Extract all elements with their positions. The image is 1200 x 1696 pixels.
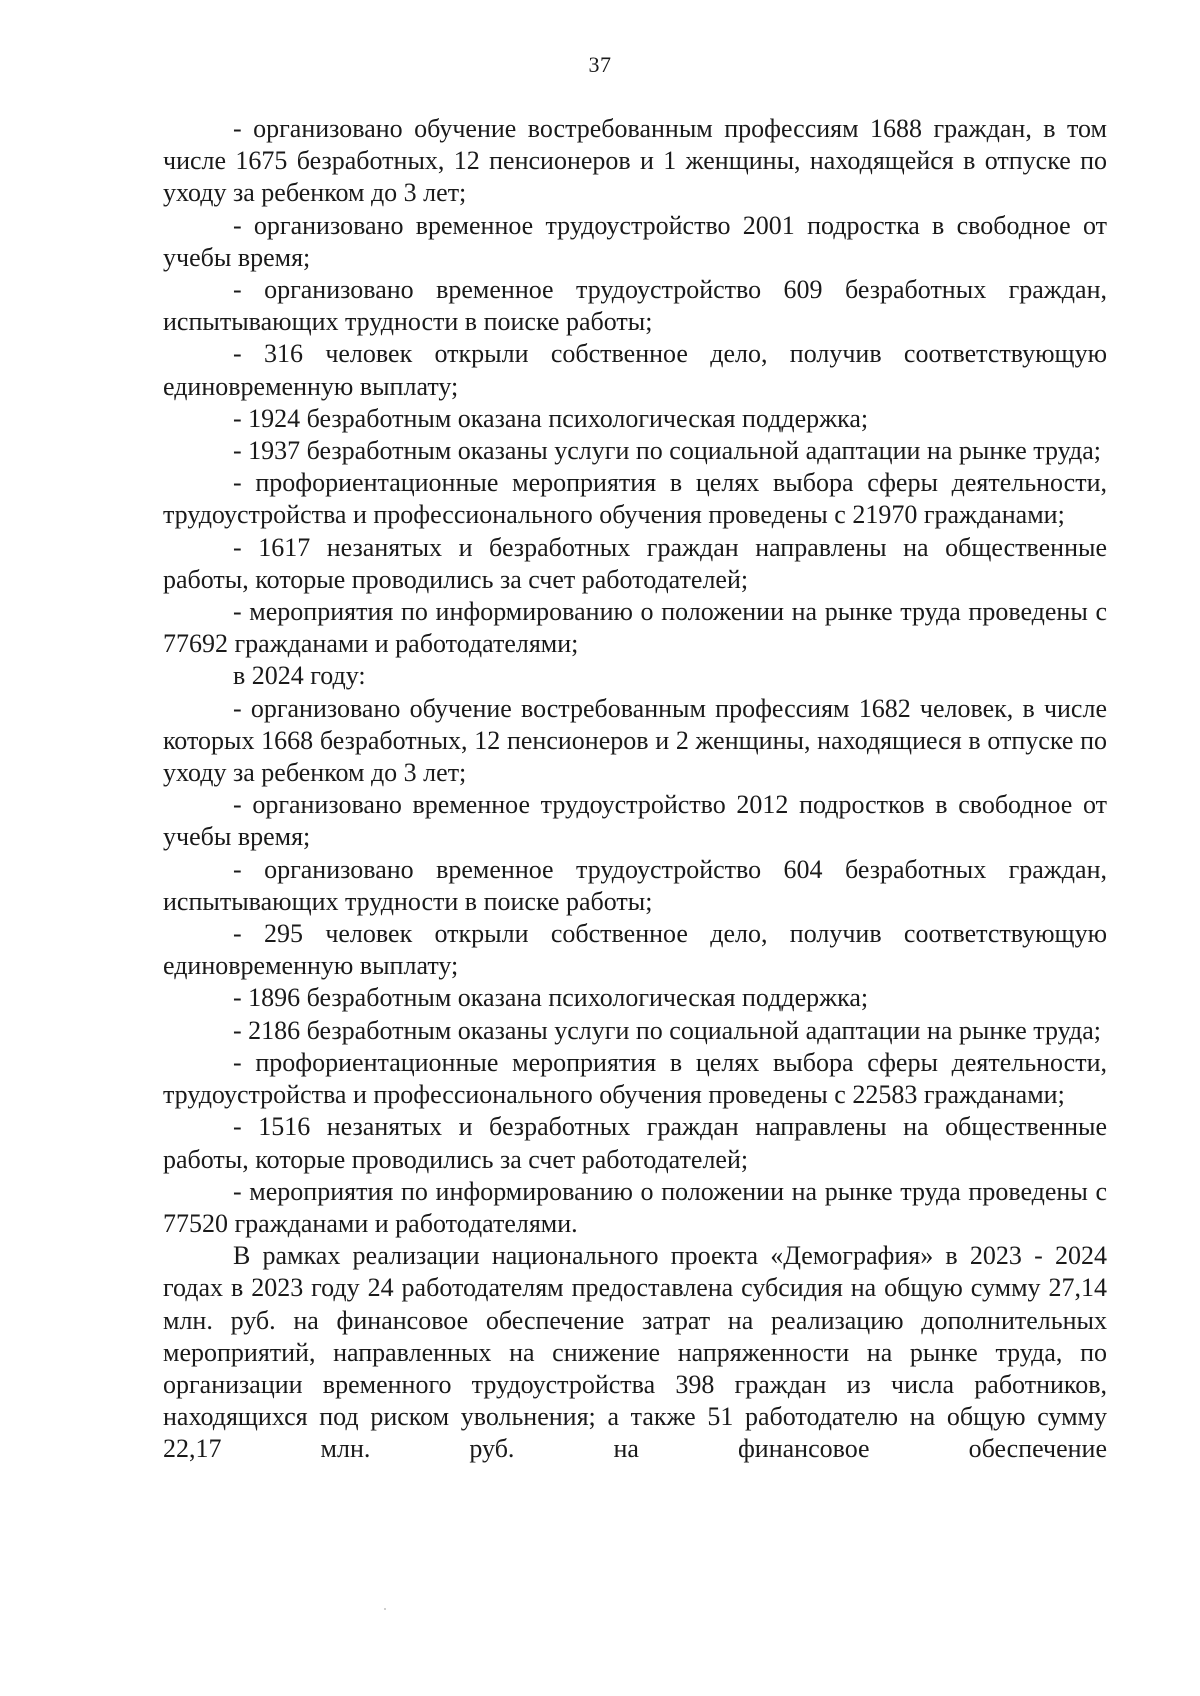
- paragraph: - 295 человек открыли собственное дело, получив соответствующую единовременную выплату;: [163, 919, 1107, 981]
- paragraph: - 316 человек открыли собственное дело, получив соответствующую единовременную выплату;: [163, 339, 1107, 401]
- paragraph: - 1896 безработным оказана психологическая поддержка;: [233, 983, 869, 1013]
- paragraph: - 1924 безработным оказана психологическая поддержка;: [233, 403, 869, 433]
- paragraph: - профориентационные мероприятия в целях выбора сферы деятельности, трудоустройства и профессионального обучения проведены с 22583 гражданами;: [163, 1047, 1107, 1110]
- paragraph: - мероприятия по информированию о положении на рынке труда проведены с 77692 гражданами и работодателями;: [163, 597, 1107, 659]
- paragraph: - профориентационные мероприятия в целях выбора сферы деятельности, трудоустройства и профессионального обучения проведены с 21970 гражданами;: [163, 468, 1107, 530]
- paragraph: - организовано временное трудоустройство 2001 подростка в свободное от учебы время;: [163, 210, 1107, 272]
- paragraph: - мероприятия по информированию о положении на рынке труда проведены с 77520 гражданами и работодателями.: [163, 1176, 1107, 1238]
- paragraph: - организовано временное трудоустройство 609 безработных граждан, испытывающих трудности в поиске работы;: [163, 275, 1107, 337]
- paragraph: - 2186 безработным оказаны услуги по социальной адаптации на рынке труда;: [233, 1015, 1101, 1045]
- paragraph: - 1617 незанятых и безработных граждан направлены на общественные работы, которые проводились за счет работодателей;: [163, 532, 1107, 594]
- page-number: 37: [588, 52, 612, 77]
- paragraph: - организовано обучение востребованным профессиям 1682 человек, в числе которых 1668 безработных, 12 пенсионеров и 2 женщины, находящиеся в отпуске по уходу за ребенком до 3 лет;: [163, 693, 1107, 788]
- paragraph: - организовано обучение востребованным профессиям 1688 граждан, в том числе 1675 безработных, 12 пенсионеров и 1 женщины, находящейся в отпуске по уходу за ребенком до 3 лет;: [163, 114, 1107, 208]
- paragraph: - 1516 незанятых и безработных граждан направлены на общественные работы, которые проводились за счет работодателей;: [163, 1112, 1107, 1174]
- section-heading: в 2024 году:: [233, 661, 366, 691]
- paragraph: В рамках реализации национального проекта «Демография» в 2023 - 2024 годах в 2023 году 24 работодателям предоставлена субсидия на общую сумму 27,14 млн. руб. на финансовое обеспечение затрат на реализацию дополнительных мероприятий, направленных на снижение напряженности на рынке труда, по организации временного трудоустройства 398 граждан из числа работников, находящихся под риском увольнения; а также 51 работодателю на общую сумму 22,17 млн. руб. на финансовое обеспечение: [163, 1241, 1107, 1464]
- paragraph: - 1937 безработным оказаны услуги по социальной адаптации на рынке труда;: [233, 436, 1101, 466]
- scan-dot: [384, 1608, 386, 1610]
- document-body: [163, 113, 1107, 1466]
- paragraph: - организовано временное трудоустройство 604 безработных граждан, испытывающих трудности в поиске работы;: [163, 854, 1107, 916]
- paragraph: - организовано временное трудоустройство 2012 подростков в свободное от учебы время;: [163, 790, 1107, 852]
